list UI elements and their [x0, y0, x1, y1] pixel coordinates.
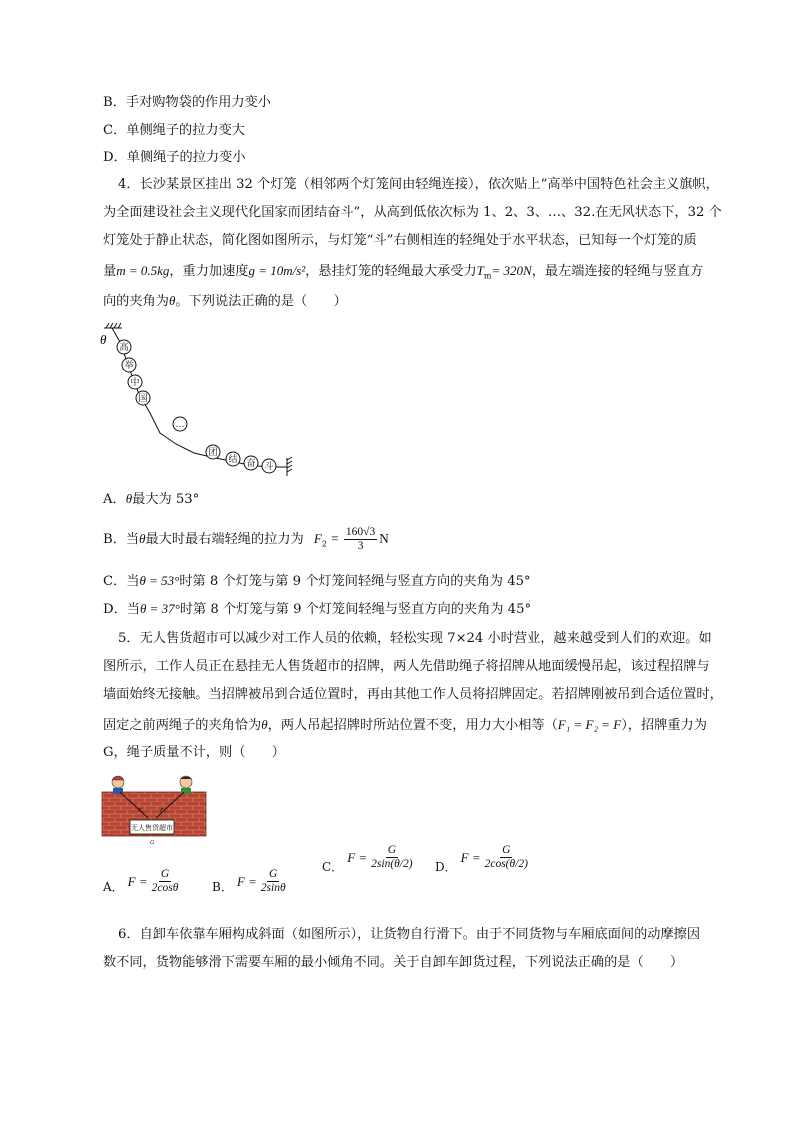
signboard-text: 无人售货超市 — [131, 824, 173, 832]
q4-option-letter: B．当 — [103, 532, 140, 547]
q4-option-b-numerator: 160√3 — [345, 526, 376, 538]
q4-text: ，最左端连接的轻绳与竖直方 — [531, 264, 704, 279]
force-f2-label: F₂ — [160, 808, 166, 814]
q4-option-letter: C．当 — [103, 574, 140, 589]
lantern-label: 国 — [138, 394, 148, 404]
q5-option-lhs: F = — [347, 849, 368, 865]
q4-option-d — [103, 600, 531, 619]
q4-text: 量 — [103, 264, 117, 279]
q5-option-letter: D． — [435, 860, 457, 874]
gravity-label: G — [150, 840, 155, 846]
q5-option-numerator: G — [160, 868, 170, 880]
q5-option-lhs: F = — [236, 873, 257, 889]
q4-lantern-diagram — [98, 320, 298, 480]
q6-stem-line1: 6．自卸车依靠车厢构成斜面（如图所示），让货物自行滑下。由于不同货物与车厢底面间的动摩擦因 — [118, 927, 701, 942]
q5-option-letter: C． — [322, 860, 344, 874]
worker-left-icon — [112, 776, 124, 794]
lantern-label: 团 — [208, 448, 218, 458]
q4-option-b-unit: N — [379, 531, 389, 546]
force-f1-label: F₁ — [138, 808, 144, 814]
lantern-label: 奋 — [246, 459, 256, 469]
q5-option-letter: B． — [212, 880, 233, 894]
q5-option-c — [322, 844, 417, 875]
q4-option-text: 时第 8 个灯笼与第 9 个灯笼间轻绳与竖直方向的夹角为 45° — [179, 574, 531, 589]
q5-force-equation: F₁ = F₂ = F — [557, 717, 622, 732]
q4-option-condition: θ = 37° — [139, 601, 180, 616]
q5-stem-line2: 图所示，工作人员正在悬挂无人售货超市的招牌，两人先借助绳子将招牌从地面缓慢吊起，该过程招牌与 — [103, 659, 710, 674]
q4-option-b: B．当θ最大时最右端轻绳的拉力为 $F_2$ = $\frac{160√3}{3}$ N — [103, 526, 389, 552]
q4-stem-line2: 为全面建设社会主义现代化国家而团结奋斗”，从高到低依次标为 1、2、3、…、32.在无风状态下，32 个 — [103, 205, 722, 220]
q3-option-b: B．手对购物袋的作用力变小 — [103, 95, 271, 110]
q5-stem-line4 — [103, 716, 707, 735]
q5-option-letter: A． — [103, 880, 124, 894]
q5-option-a — [103, 868, 182, 895]
q5-option-lhs: F = — [460, 849, 481, 865]
ceiling-mount-icon — [104, 323, 122, 328]
q4-diagram-theta: θ — [100, 332, 107, 347]
q4-option-theta: θ — [125, 491, 133, 506]
q5-option-denominator: 2cos(θ/2) — [484, 858, 528, 870]
q3-option-c: C．单侧绳子的拉力变大 — [103, 123, 245, 138]
q4-tension-sub: m — [483, 271, 492, 281]
q4-option-a — [103, 490, 199, 509]
q4-option-text: 时第 8 个灯笼与第 9 个灯笼间轻绳与竖直方向的夹角为 45° — [179, 602, 532, 617]
lantern-label: 高 — [119, 343, 129, 353]
q5-text: ），招牌重力为 — [621, 718, 707, 733]
q5-option-denominator: 2sin(θ/2) — [371, 858, 413, 870]
q4-text: 。下列说法正确的是（ ） — [175, 294, 347, 309]
q4-gravity: g = 10m/s² — [248, 263, 306, 278]
lantern-label: 举 — [124, 361, 134, 371]
q4-option-condition: θ = 53° — [139, 573, 180, 588]
q4-option-theta: θ — [139, 531, 146, 546]
lantern-label: 斗 — [264, 462, 274, 472]
wall-mount-icon — [287, 457, 292, 476]
q5-theta: θ — [261, 717, 268, 732]
lanterns — [117, 340, 276, 473]
q4-mass: m = 0.5kg — [116, 263, 170, 278]
q5-option-numerator: G — [502, 844, 511, 856]
lantern-label: 中 — [130, 378, 140, 388]
q4-text: 向的夹角为 — [103, 294, 169, 309]
q4-option-force: F — [313, 531, 322, 546]
q4-option-b-denominator: 3 — [357, 540, 364, 552]
q5-text: ，两人吊起招牌时所站位置不变，用力大小相等（ — [267, 718, 558, 733]
q5-option-denominator: 2cosθ — [151, 882, 179, 894]
q5-stem-line1: 5．无人售货超市可以减少对工作人员的依赖，轻松实现 7×24 小时营业，越来越受到人们的欢迎。如 — [118, 631, 712, 646]
q5-signboard-diagram — [100, 770, 210, 846]
q4-text: ，重力加速度 — [169, 264, 249, 279]
q5-option-b — [212, 868, 290, 895]
q5-option-numerator: G — [269, 868, 278, 880]
lantern-label: 结 — [228, 455, 238, 465]
lantern-label: … — [175, 420, 185, 430]
q4-option-force-sub: 2 — [321, 539, 327, 549]
q4-theta: θ — [168, 293, 176, 308]
q4-tension-value: = 320N — [491, 263, 532, 278]
q4-stem-line3: 灯笼处于静止状态，简化图如图所示，与灯笼“斗”右侧相连的轻绳处于水平状态，已知每一个灯笼的质 — [103, 233, 697, 248]
q4-option-c — [103, 572, 531, 591]
q5-stem-line3: 墙面始终无接触。当招牌被吊到合适位置时，再由其他工作人员将招牌固定。若招牌刚被吊到合适位置时， — [103, 687, 723, 702]
q5-option-d — [435, 844, 532, 875]
q4-tension-symbol: T — [476, 263, 484, 278]
q4-text: ，悬挂灯笼的轻绳最大承受力 — [305, 264, 477, 279]
q4-option-letter: A． — [103, 492, 126, 507]
q4-stem-line4 — [103, 262, 703, 286]
q5-option-denominator: 2sinθ — [260, 882, 286, 894]
q4-option-text: 最大为 53° — [132, 492, 200, 507]
q4-option-text: 最大时最右端轻绳的拉力为 — [145, 532, 304, 547]
q4-option-letter: D．当 — [103, 602, 140, 617]
q5-option-numerator: G — [387, 844, 397, 856]
q6-stem-line2: 数不同，货物能够滑下需要车厢的最小倾角不同。关于自卸车卸货过程，下列说法正确的是（ ） — [103, 955, 684, 970]
q5-option-lhs: F = — [127, 873, 148, 889]
worker-right-icon — [180, 776, 192, 794]
q4-stem-line5 — [103, 292, 347, 311]
q3-option-d: D．单侧绳子的拉力变小 — [103, 150, 246, 165]
q4-stem-line1: 4．长沙某景区挂出 32 个灯笼（相邻两个灯笼间由轻绳连接），依次贴上“高举中国特色社会主义旗帜， — [118, 177, 719, 192]
q5-text: 固定之前两绳子的夹角恰为 — [103, 718, 262, 733]
q5-stem-line5: G，绳子质量不计，则（ ） — [103, 745, 285, 760]
